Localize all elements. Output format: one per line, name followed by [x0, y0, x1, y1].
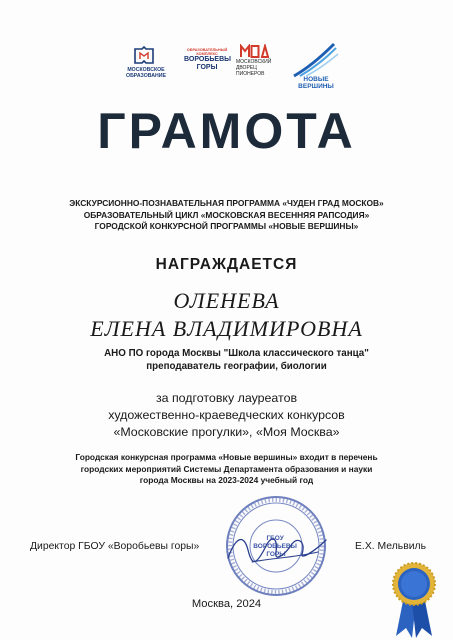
recipient-surname: ОЛЕНЕВА — [173, 288, 280, 313]
novye-vershiny-text: НОВЫЕ ВЕРШИНЫ — [298, 76, 334, 90]
place-and-year: Москва, 2024 — [191, 598, 262, 610]
stamp-center-text: ГБОУ ВОРОБЬЕВЫ ГОРЫ — [253, 535, 297, 558]
certificate-title: ГРАМОТА — [97, 103, 356, 159]
note-line: города Москвы на 2023-2024 учебный год — [139, 475, 314, 485]
novye-vershiny-logo — [286, 42, 342, 98]
moscow-palace-pioneers-logo — [236, 44, 282, 88]
logos-row — [118, 42, 340, 98]
signatory-name: Е.Х. Мельвиль — [355, 541, 427, 552]
note-line: городских мероприятий Системы Департамента образования и науки — [80, 463, 373, 474]
note-line: Городская конкурсная программа «Новые вершины» входит в перечень — [75, 452, 378, 462]
vorobyovy-gory-name: ВОРОБЬЕВЫ ГОРЫ — [184, 56, 231, 71]
moscow-education-logo — [118, 46, 174, 92]
handwritten-signature — [222, 528, 332, 572]
moscow-education-text: МОСКОВСКОЕ ОБРАЗОВАНИЕ — [126, 67, 166, 79]
reason-line: «Московские прогулки», «Моя Москва» — [113, 425, 340, 439]
organization-line: преподаватель географии, биологии — [146, 361, 327, 372]
moscow-education-icon — [134, 46, 154, 64]
program-line: ЭКСКУРСИОННО-ПОЗНАВАТЕЛЬНАЯ ПРОГРАММА «ЧУДЕН ГРАД МОСКОВ» — [69, 198, 384, 208]
program-note — [30, 452, 423, 487]
reason-line: за подготовку лауреатов — [155, 391, 298, 405]
awarded-label: НАГРАЖДАЕТСЯ — [155, 256, 298, 273]
vorobyovy-gory-subtitle: ОБРАЗОВАТЕЛЬНЫЙ КОМПЛЕКС — [186, 48, 228, 56]
palace-pioneers-text: МОСКОВСКИЙ ДВОРЕЦ ПИОНЕРОВ — [236, 59, 272, 77]
reason-line: художественно-краеведческих конкурсов — [108, 408, 345, 422]
program-line: ГОРОДСКОЙ КОНКУРСНОЙ ПРОГРАММЫ «НОВЫЕ ВЕРШИНЫ» — [94, 221, 359, 231]
vorobyovy-gory-logo — [184, 48, 230, 84]
program-line: ОБРАЗОВАТЕЛЬНЫЙ ЦИКЛ «МОСКОВСКАЯ ВЕСЕННЯЯ РАПСОДИЯ» — [83, 209, 370, 220]
signatory-position: Директор ГБОУ «Воробьевы горы» — [30, 541, 200, 552]
recipient-organization — [40, 347, 433, 373]
organization-line: АНО ПО города Москвы "Школа классического танца" — [104, 348, 369, 359]
palace-pioneers-icon — [240, 44, 270, 58]
mountain-peak-icon — [286, 42, 342, 78]
award-rosette-icon — [392, 562, 436, 638]
program-description — [30, 198, 423, 233]
award-reason — [20, 390, 433, 441]
recipient-given-names: ЕЛЕНА ВЛАДИМИРОВНА — [90, 316, 363, 341]
